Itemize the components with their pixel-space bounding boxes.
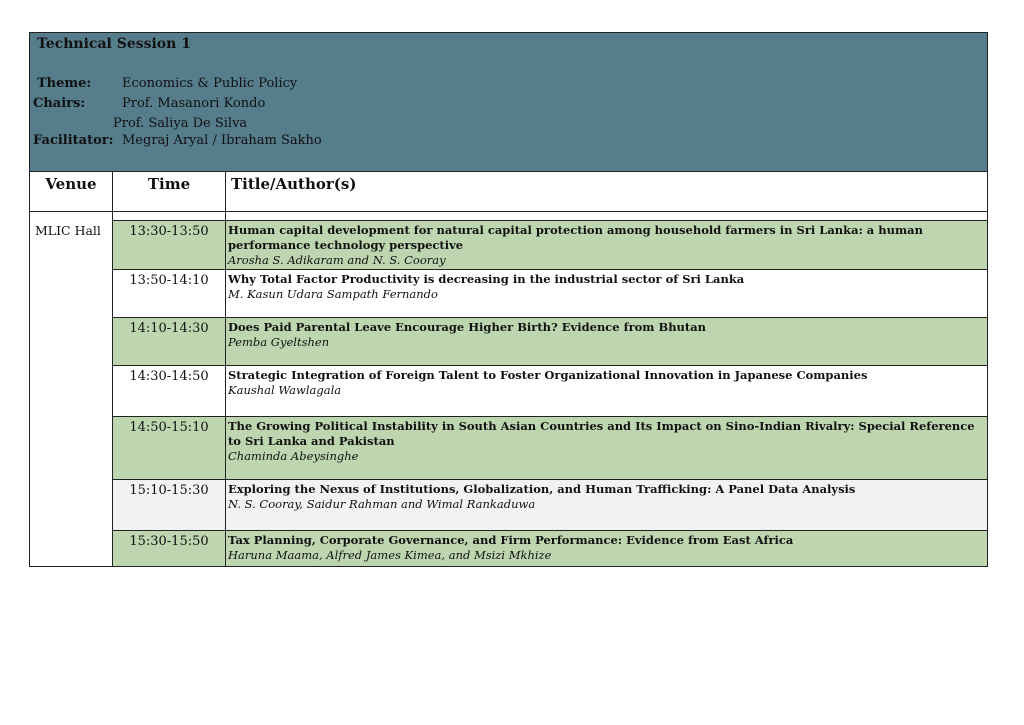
talk-title: Why Total Factor Productivity is decreasing in the industrial sector of Sri Lanka	[228, 272, 745, 286]
time-cell: 13:30-13:50	[113, 220, 226, 269]
talk-authors: Arosha S. Adikaram and N. S. Cooray	[228, 253, 446, 267]
session-header	[30, 33, 987, 172]
time-cell: 13:50-14:10	[113, 269, 226, 317]
talk-authors: Kaushal Wawlagala	[228, 383, 342, 397]
talk-title: Exploring the Nexus of Institutions, Globalization, and Human Trafficking: A Panel Data Analysis	[228, 482, 856, 496]
column-header-time: Time	[113, 172, 226, 212]
talk-authors: Chaminda Abeysinghe	[228, 449, 359, 463]
time-cell: 14:30-14:50	[113, 365, 226, 416]
schedule-table	[30, 172, 987, 566]
chair-1: Prof. Masanori Kondo	[122, 96, 266, 111]
title-cell	[226, 220, 987, 269]
theme-value: Economics & Public Policy	[122, 76, 298, 91]
session-schedule	[29, 32, 988, 567]
talk-authors: M. Kasun Udara Sampath Fernando	[228, 287, 438, 301]
venue-cell: MLIC Hall	[30, 220, 113, 566]
time-cell: 14:50-15:10	[113, 416, 226, 479]
talk-authors: N. S. Cooray, Saidur Rahman and Wimal Rankaduwa	[228, 497, 536, 511]
column-header-venue: Venue	[30, 172, 113, 212]
spacer	[226, 212, 987, 220]
talk-title: The Growing Political Instability in South Asian Countries and Its Impact on Sino-Indian Rivalry: Special Reference to Sri Lanka and Pakistan	[228, 419, 975, 448]
time-cell: 15:30-15:50	[113, 530, 226, 566]
title-cell	[226, 317, 987, 365]
talk-title: Strategic Integration of Foreign Talent to Foster Organizational Innovation in Japanese Companies	[228, 368, 868, 382]
talk-title: Does Paid Parental Leave Encourage Higher Birth? Evidence from Bhutan	[228, 320, 707, 334]
talk-authors: Haruna Maama, Alfred James Kimea, and Msizi Mkhize	[228, 548, 552, 562]
talk-authors: Pemba Gyeltshen	[228, 335, 330, 349]
title-cell	[226, 365, 987, 416]
spacer	[113, 212, 226, 220]
time-cell: 14:10-14:30	[113, 317, 226, 365]
title-cell	[226, 479, 987, 530]
title-cell	[226, 530, 987, 566]
chairs-label: Chairs:	[33, 96, 86, 111]
spacer	[30, 212, 113, 220]
talk-title: Tax Planning, Corporate Governance, and Firm Performance: Evidence from East Africa	[228, 533, 794, 547]
talk-title: Human capital development for natural capital protection among household farmers in Sri Lanka: a human performance technology perspective	[228, 223, 923, 252]
facilitator-value: Megraj Aryal / Ibraham Sakho	[122, 133, 322, 148]
time-cell: 15:10-15:30	[113, 479, 226, 530]
title-cell	[226, 269, 987, 317]
facilitator-label: Facilitator:	[33, 133, 114, 148]
chair-2: Prof. Saliya De Silva	[113, 116, 248, 131]
title-cell	[226, 416, 987, 479]
column-header-title: Title/Author(s)	[226, 172, 987, 212]
theme-label: Theme:	[37, 76, 92, 91]
session-title: Technical Session 1	[37, 36, 191, 52]
